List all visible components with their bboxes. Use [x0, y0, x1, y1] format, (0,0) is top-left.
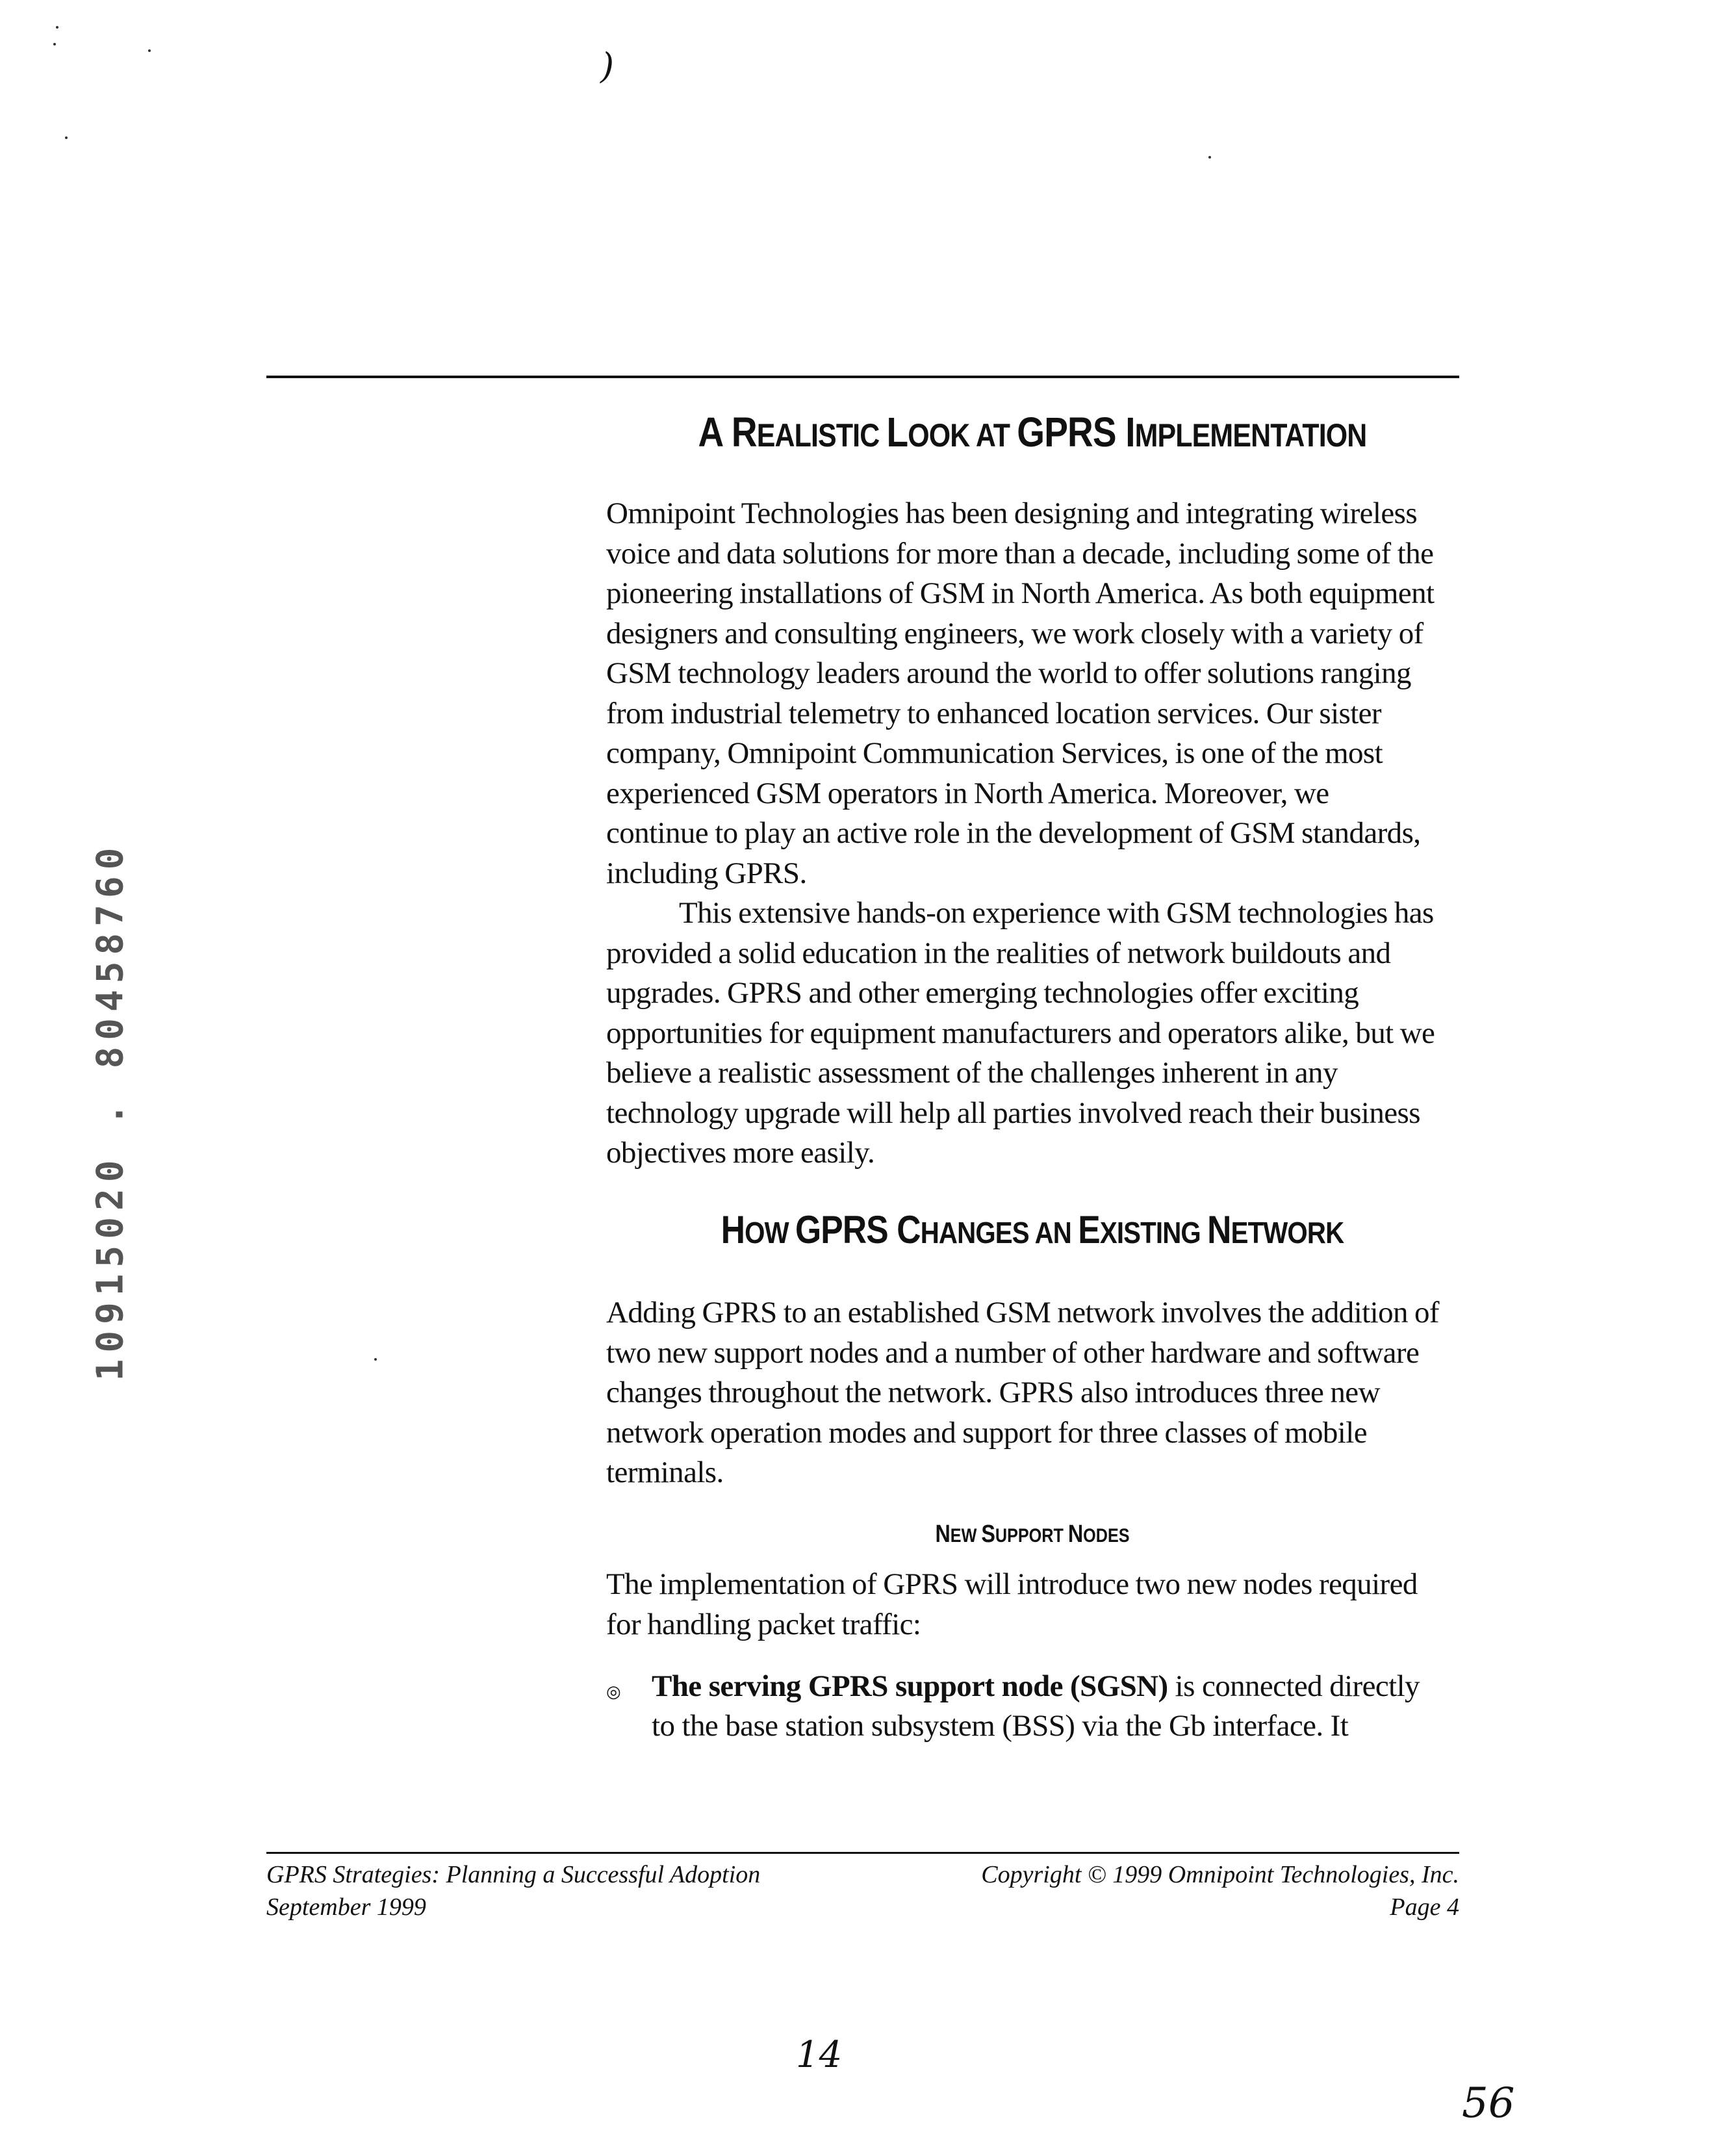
top-paren-mark: )	[600, 45, 615, 86]
paragraph-adding-gprs: Adding GPRS to an established GSM network involves the addition of two new support nodes and a number of other hardware and software changes throughout the network. GPRS also introduces three new network operation modes and support for three classes of mobile terminals.	[606, 1296, 1439, 1489]
footer-left	[266, 1858, 760, 1923]
top-rule	[266, 376, 1459, 378]
handwritten-mark-right: 56	[1462, 2079, 1515, 2127]
bullet-icon: ◎	[606, 1682, 621, 1701]
footer-doc-title: GPRS Strategies: Planning a Successful Adoption	[266, 1861, 761, 1888]
scan-speck	[65, 136, 68, 139]
paragraph-intro: Omnipoint Technologies has been designing and integrating wireless voice and data solutions for more than a decade, including some of the pioneering installations of GSM in North America. As both equipment designers and consulting engineers, we work closely with a variety of GSM technology leaders around the world to offer solutions ranging from industrial telemetry to enhanced location services. Our sister company, Omnipoint Communication Services, is one of the most experienced GSM operators in North America. Moreover, we continue to play an active role in the development of GSM standards, including GPRS.	[606, 496, 1435, 890]
bates-stamp: 10915020 . 80458760	[89, 841, 132, 1381]
footer-right	[981, 1858, 1459, 1923]
paragraph-experience: This extensive hands-on experience with GSM technologies has provided a solid education in the realities of network buildouts and upgrades. GPRS and other emerging technologies offer exciting opportunities for equipment manufacturers and operators alike, but we believe a realistic assessment of the challenges inherent in any technology upgrade will help all parties involved reach their business objectives more easily.	[606, 896, 1435, 1170]
term-sgsn: The serving GPRS support node (SGSN)	[652, 1669, 1168, 1703]
scan-speck	[374, 1358, 377, 1361]
heading-realistic-look: A REALISTIC LOOK AT GPRS IMPLEMENTATION	[698, 409, 1367, 456]
footer-rule	[266, 1852, 1459, 1854]
heading-how-gprs-changes: HOW GPRS CHANGES AN EXISTING NETWORK	[721, 1208, 1344, 1251]
footer-date: September 1999	[266, 1893, 426, 1921]
handwritten-page-number: 14	[796, 2034, 843, 2076]
footer-copyright: Copyright © 1999 Omnipoint Technologies, Inc.	[981, 1861, 1459, 1888]
scan-speck	[1208, 156, 1211, 159]
footer-page-number: Page 4	[1390, 1893, 1459, 1921]
scan-speck	[53, 43, 56, 45]
scan-speck	[148, 49, 151, 52]
scan-speck	[56, 26, 58, 29]
heading-new-support-nodes: NEW SUPPORT NODES	[935, 1521, 1130, 1548]
paragraph-implementation: The implementation of GPRS will introduce two new nodes required for handling packet traffic:	[606, 1567, 1418, 1641]
